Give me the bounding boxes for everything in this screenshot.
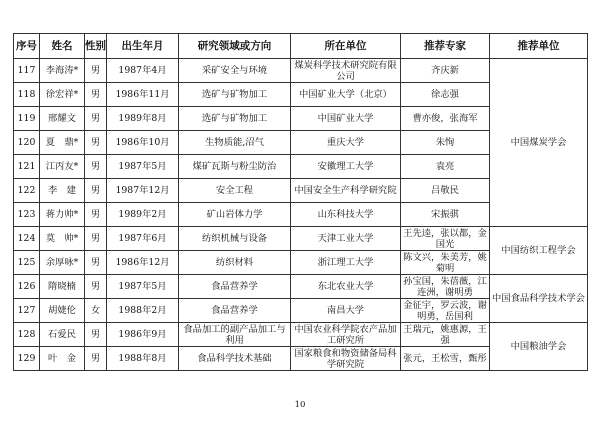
header-seq: 序号 bbox=[14, 34, 40, 59]
cell-org-grain-oil-society: 中国粮油学会 bbox=[490, 323, 588, 371]
cell-gender: 男 bbox=[85, 323, 107, 347]
page-number: 10 bbox=[294, 400, 306, 410]
cell-unit: 安徽理工大学 bbox=[291, 155, 401, 179]
cell-expert: 孙宝国，朱蓓薇，江连洲，谢明勇 bbox=[401, 275, 490, 299]
cell-birth: 1986年9月 bbox=[107, 323, 179, 347]
cell-unit: 浙江理工大学 bbox=[291, 251, 401, 275]
cell-unit: 中国矿业大学 bbox=[291, 107, 401, 131]
cell-expert: 陈文兴，朱美芳，姚菊明 bbox=[401, 251, 490, 275]
cell-name: 蒋力帅* bbox=[40, 203, 85, 227]
cell-seq: 120 bbox=[14, 131, 40, 155]
table-row bbox=[14, 275, 588, 299]
cell-field: 纺织材料 bbox=[179, 251, 291, 275]
cell-birth: 1987年6月 bbox=[107, 227, 179, 251]
cell-gender: 男 bbox=[85, 107, 107, 131]
cell-seq: 126 bbox=[14, 275, 40, 299]
cell-expert: 宋振骐 bbox=[401, 203, 490, 227]
cell-field: 食品科学技术基础 bbox=[179, 347, 291, 371]
cell-expert: 齐庆新 bbox=[401, 59, 490, 83]
cell-unit: 南昌大学 bbox=[291, 299, 401, 323]
cell-unit: 煤炭科学技术研究院有限公司 bbox=[291, 59, 401, 83]
cell-unit: 天津工业大学 bbox=[291, 227, 401, 251]
header-unit: 所在单位 bbox=[291, 34, 401, 59]
cell-field: 食品加工的副产品加工与利用 bbox=[179, 323, 291, 347]
cell-name: 徐宏祥* bbox=[40, 83, 85, 107]
cell-expert: 吕敬民 bbox=[401, 179, 490, 203]
cell-field: 纺织机械与设备 bbox=[179, 227, 291, 251]
cell-unit: 中国安全生产科学研究院 bbox=[291, 179, 401, 203]
cell-gender: 男 bbox=[85, 227, 107, 251]
header-name: 姓名 bbox=[40, 34, 85, 59]
cell-gender: 男 bbox=[85, 155, 107, 179]
header-expert: 推荐专家 bbox=[401, 34, 490, 59]
cell-birth: 1989年8月 bbox=[107, 107, 179, 131]
cell-gender: 女 bbox=[85, 299, 107, 323]
cell-field: 食品营养学 bbox=[179, 275, 291, 299]
cell-org-textile-society: 中国纺织工程学会 bbox=[490, 227, 588, 275]
header-org: 推荐单位 bbox=[490, 34, 588, 59]
table-header-row bbox=[14, 34, 588, 59]
cell-expert: 王先逵，张以都，金国光 bbox=[401, 227, 490, 251]
cell-expert: 袁亮 bbox=[401, 155, 490, 179]
cell-expert: 张元，王松雪，甄彤 bbox=[401, 347, 490, 371]
cell-birth: 1988年8月 bbox=[107, 347, 179, 371]
cell-seq: 119 bbox=[14, 107, 40, 131]
cell-birth: 1987年12月 bbox=[107, 179, 179, 203]
cell-org-food-society: 中国食品科学技术学会 bbox=[490, 275, 588, 323]
cell-name: 邢耀文 bbox=[40, 107, 85, 131]
table-row bbox=[14, 323, 588, 347]
cell-field: 生物质能,沼气 bbox=[179, 131, 291, 155]
cell-name: 江丙友* bbox=[40, 155, 85, 179]
cell-gender: 男 bbox=[85, 179, 107, 203]
cell-expert: 金征宇，罗云波，谢明勇，岳国利 bbox=[401, 299, 490, 323]
cell-unit: 重庆大学 bbox=[291, 131, 401, 155]
cell-expert: 徐志强 bbox=[401, 83, 490, 107]
cell-gender: 男 bbox=[85, 203, 107, 227]
cell-birth: 1989年2月 bbox=[107, 203, 179, 227]
cell-seq: 127 bbox=[14, 299, 40, 323]
cell-unit: 东北农业大学 bbox=[291, 275, 401, 299]
header-field: 研究领域或方向 bbox=[179, 34, 291, 59]
cell-seq: 122 bbox=[14, 179, 40, 203]
cell-field: 安全工程 bbox=[179, 179, 291, 203]
cell-unit: 中国矿业大学（北京） bbox=[291, 83, 401, 107]
table-row bbox=[14, 227, 588, 251]
cell-seq: 123 bbox=[14, 203, 40, 227]
cell-expert: 王瑞元，姚惠源，王强 bbox=[401, 323, 490, 347]
cell-field: 采矿安全与环境 bbox=[179, 59, 291, 83]
cell-unit: 山东科技大学 bbox=[291, 203, 401, 227]
cell-gender: 男 bbox=[85, 251, 107, 275]
cell-seq: 124 bbox=[14, 227, 40, 251]
cell-seq: 125 bbox=[14, 251, 40, 275]
cell-gender: 男 bbox=[85, 83, 107, 107]
cell-expert: 朱恂 bbox=[401, 131, 490, 155]
cell-birth: 1986年12月 bbox=[107, 251, 179, 275]
cell-seq: 121 bbox=[14, 155, 40, 179]
cell-field: 煤矿瓦斯与粉尘防治 bbox=[179, 155, 291, 179]
cell-gender: 男 bbox=[85, 131, 107, 155]
header-birth: 出生年月 bbox=[107, 34, 179, 59]
cell-expert: 曹亦俊，张海军 bbox=[401, 107, 490, 131]
cell-name: 叶 金 bbox=[40, 347, 85, 371]
cell-unit: 国家粮食和物资储备局科学研究院 bbox=[291, 347, 401, 371]
cell-field: 食品营养学 bbox=[179, 299, 291, 323]
cell-name: 李 建 bbox=[40, 179, 85, 203]
cell-name: 隋晓楠 bbox=[40, 275, 85, 299]
cell-seq: 129 bbox=[14, 347, 40, 371]
cell-gender: 男 bbox=[85, 59, 107, 83]
cell-name: 胡婕伦 bbox=[40, 299, 85, 323]
cell-seq: 128 bbox=[14, 323, 40, 347]
table-row bbox=[14, 59, 588, 83]
cell-seq: 117 bbox=[14, 59, 40, 83]
candidate-table bbox=[13, 33, 588, 371]
cell-unit: 中国农业科学院农产品加工研究所 bbox=[291, 323, 401, 347]
cell-field: 选矿与矿物加工 bbox=[179, 107, 291, 131]
cell-birth: 1988年2月 bbox=[107, 299, 179, 323]
cell-org-coal-society: 中国煤炭学会 bbox=[490, 59, 588, 227]
cell-birth: 1986年10月 bbox=[107, 131, 179, 155]
cell-name: 夏 鼎* bbox=[40, 131, 85, 155]
cell-birth: 1987年5月 bbox=[107, 155, 179, 179]
cell-gender: 男 bbox=[85, 275, 107, 299]
cell-field: 选矿与矿物加工 bbox=[179, 83, 291, 107]
cell-name: 余厚咏* bbox=[40, 251, 85, 275]
cell-seq: 118 bbox=[14, 83, 40, 107]
header-gender: 性别 bbox=[85, 34, 107, 59]
cell-gender: 男 bbox=[85, 347, 107, 371]
cell-birth: 1987年4月 bbox=[107, 59, 179, 83]
cell-name: 莫 帅* bbox=[40, 227, 85, 251]
cell-birth: 1987年5月 bbox=[107, 275, 179, 299]
cell-birth: 1986年11月 bbox=[107, 83, 179, 107]
cell-name: 李海涛* bbox=[40, 59, 85, 83]
cell-field: 矿山岩体力学 bbox=[179, 203, 291, 227]
cell-name: 石爱民 bbox=[40, 323, 85, 347]
